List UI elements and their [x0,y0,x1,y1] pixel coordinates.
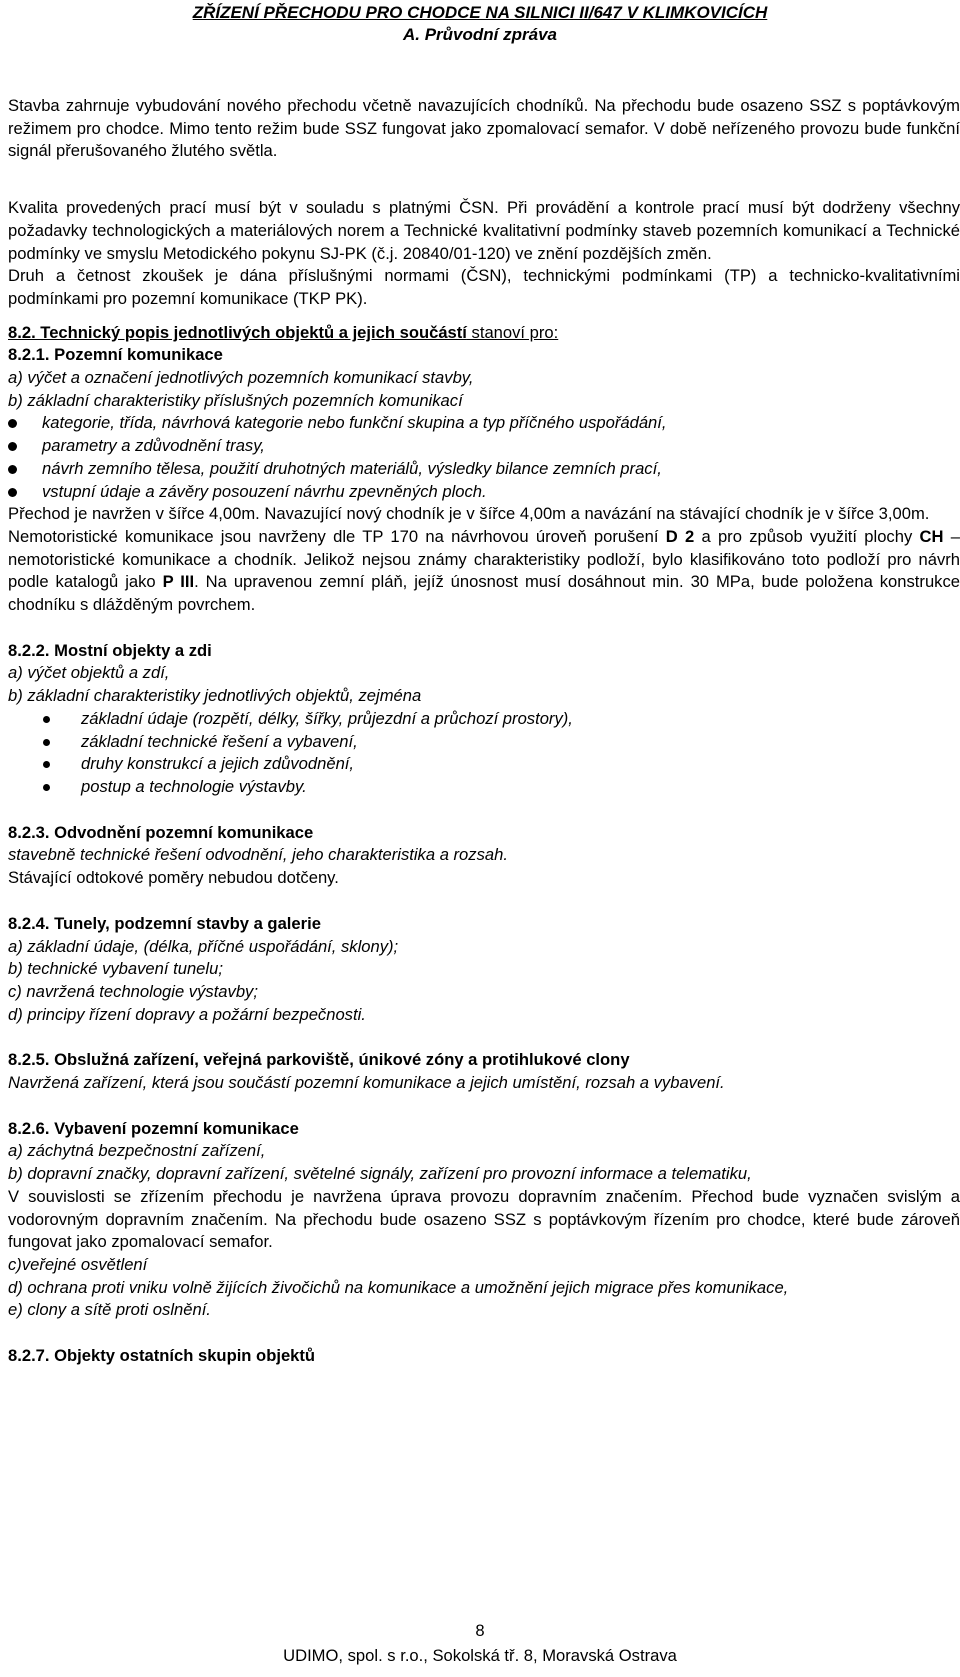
section-8-2-5-text: Navržená zařízení, která jsou součástí pozemní komunikace a jejich umístění, rozsah a vybavení. [8,1073,725,1093]
section-8-2-4-b: b) technické vybavení tunelu; [8,959,223,979]
section-8-2-7-title: 8.2.7. Objekty ostatních skupin objektů [8,1346,316,1366]
list-item: kategorie, třída, návrhová kategorie nebo funkční skupina a typ příčného uspořádání, [8,412,960,435]
non-motor-paragraph: Nemotoristické komunikace jsou navrženy dle TP 170 na návrhovou úroveň porušení D 2 a pro způsob využití plochy CH – nemotoristické komunikace a chodník. Jelikož nejsou známy charakteristiky podloží, bylo klasifikováno toto podloží pro návrh podle katalogů jako P III. Na upravenou zemní pláň, jejíž únosnost musí dosáhnout min. 30 MPa, bude položena konstrukce chodníku s dlážděným povrchem. [8,526,960,615]
page-number: 8 [475,1621,485,1640]
list-item: druhy konstrukcí a jejich zdůvodnění, [8,753,960,776]
section-8-2-6-a: a) záchytná bezpečnostní zařízení, [8,1141,266,1161]
document-header [0,2,960,46]
section-8-2-3-line2: Stávající odtokové poměry nebudou dotčeny. [8,868,339,888]
intro-paragraph: Stavba zahrnuje vybudování nového přechodu včetně navazujících chodníků. Na přechodu bude osazeno SSZ s poptávkovým režimem pro chodce. Mimo tento režim bude SSZ fungovat jako zpomalovací semafor. V době neřízeného provozu bude funkční signál přerušovaného žlutého světla. [8,96,960,161]
section-8-2-rest: stanoví pro: [466,322,559,342]
crossing-width-paragraph: Přechod je navržen v šířce 4,00m. Navazující nový chodník je v šířce 4,00m a navázání na stávající chodník je v šířce 3,00m. [8,504,930,524]
section-8-2-5-title: 8.2.5. Obslužná zařízení, veřejná parkoviště, únikové zóny a protihlukové clony [8,1050,630,1070]
section-8-2-1-a: a) výčet a označení jednotlivých pozemních komunikací stavby, [8,368,474,388]
section-8-2-6-text: V souvislosti se zřízením přechodu je navržena úprava provozu dopravním značením. Přechod bude vyznačen svislým a vodorovným dopravním značením. Na přechodu bude osazeno SSZ s poptávkovým řízením pro chodce, které bude zároveň fungovat jako zpomalovací semafor. [8,1186,960,1252]
section-8-2-6-c: c)veřejné osvětlení [8,1254,148,1274]
header-subtitle: A. Průvodní zpráva [403,25,557,44]
quality-paragraph: Kvalita provedených prací musí být v souladu s platnými ČSN. Při provádění a kontrole prací musí být dodrženy všechny požadavky technologických a materiálových norem a Technické kvalitativní podmínky staveb pozemních komunikací a Technické podmínky ve smyslu Metodického pokynu SJ-PK (č.j. 20840/01-120) ve znění pozdějších změn. [8,198,960,263]
section-8-2-4-a: a) základní údaje, (délka, příčné uspořádání, sklony); [8,936,399,956]
section-8-2-4-c: c) navržená technologie výstavby; [8,981,258,1001]
list-item: vstupní údaje a závěry posouzení návrhu zpevněných ploch. [8,481,960,504]
section-8-2-3-line1: stavebně technické řešení odvodnění, jeho charakteristika a rozsah. [8,845,508,865]
section-8-2-3-title: 8.2.3. Odvodnění pozemní komunikace [8,822,314,842]
tests-paragraph: Druh a četnost zkoušek je dána příslušnými normami (ČSN), technickými podmínkami (TP) a technicko-kvalitativními podmínkami pro pozemní komunikace (TKP PK). [8,266,960,308]
footer-company: UDIMO, spol. s r.o., Sokolská tř. 8, Moravská Ostrava [283,1646,677,1665]
section-8-2-title: 8.2. Technický popis jednotlivých objektů a jejich součástí [8,322,467,342]
section-8-2-2-b: b) základní charakteristiky jednotlivých objektů, zejména [8,686,422,706]
list-item: základní technické řešení a vybavení, [8,731,960,754]
list-item: parametry a zdůvodnění trasy, [8,435,960,458]
section-8-2-6-title: 8.2.6. Vybavení pozemní komunikace [8,1118,299,1138]
section-8-2-6-d: d) ochrana proti vniku volně žijících živočichů na komunikace a umožnění jejich migrace přes komunikace, [8,1277,789,1297]
list-item: návrh zemního tělesa, použití druhotných materiálů, výsledky bilance zemních prací, [8,458,960,481]
list-item: postup a technologie výstavby. [8,776,960,799]
section-8-2-6-b: b) dopravní značky, dopravní zařízení, světelné signály, zařízení pro provozní informace a telematiku, [8,1164,752,1184]
list-item: základní údaje (rozpětí, délky, šířky, průjezdní a průchozí prostory), [8,708,960,731]
section-8-2-heading [8,322,960,345]
section-8-2-1-list [8,412,960,503]
section-8-2-4-d: d) principy řízení dopravy a požární bezpečnosti. [8,1004,366,1024]
section-8-2-4-title: 8.2.4. Tunely, podzemní stavby a galerie [8,913,321,933]
section-8-2-6-e: e) clony a sítě proti oslnění. [8,1300,211,1320]
header-title: ZŘÍZENÍ PŘECHODU PRO CHODCE NA SILNICI II/647 V KLIMKOVICÍCH [192,3,768,22]
document-body [8,95,960,1368]
section-8-2-2-a: a) výčet objektů a zdí, [8,663,170,683]
section-8-2-2-list [8,708,960,799]
section-8-2-1-title: 8.2.1. Pozemní komunikace [8,345,223,365]
section-8-2-2-title: 8.2.2. Mostní objekty a zdi [8,640,212,660]
section-8-2-1-b: b) základní charakteristiky příslušných pozemních komunikací [8,390,463,410]
